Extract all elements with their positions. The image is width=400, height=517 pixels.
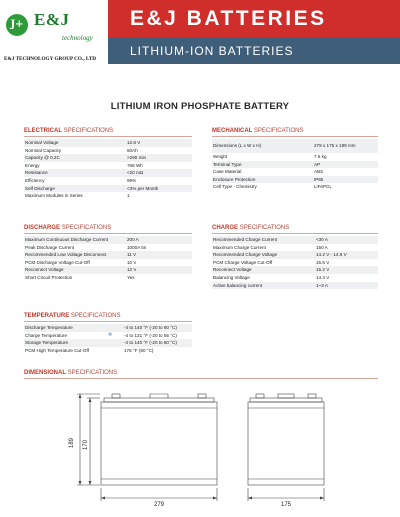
side-view-body xyxy=(248,402,324,485)
terminal-positive xyxy=(112,394,120,398)
spec-label: Energy xyxy=(25,162,40,168)
spec-row xyxy=(212,176,378,184)
spec-label: PCM High Temperature Cut-Off xyxy=(25,347,89,353)
heading-main: ELECTRICAL xyxy=(24,128,62,134)
company-name: E&J TECHNOLOGY GROUP CO., LTD xyxy=(4,56,97,62)
spec-value: 15.2 V xyxy=(316,267,330,273)
temperature-specs xyxy=(24,312,192,354)
spec-value: 150 A xyxy=(316,244,328,250)
spec-row xyxy=(212,274,378,282)
spec-label: Dimensions (L x W x H) xyxy=(213,143,262,148)
section-heading xyxy=(212,127,378,135)
spec-row xyxy=(212,161,378,169)
side-view-lid xyxy=(250,398,322,402)
spec-row xyxy=(212,244,378,252)
spec-label: Peak Discharge Current xyxy=(25,244,75,250)
front-view-lid xyxy=(104,398,214,402)
mechanical-specs xyxy=(212,127,378,191)
page-title: LITHIUM IRON PHOSPHATE BATTERY xyxy=(110,101,290,112)
divider xyxy=(24,136,192,137)
heading-main: TEMPERATURE xyxy=(24,313,70,319)
spec-label: Active balancing current xyxy=(213,282,263,288)
spec-row xyxy=(212,251,378,259)
heading-main: DIMENSIONAL xyxy=(24,370,66,376)
spec-label: Nominal Capacity xyxy=(25,147,61,153)
spec-label: Balancing Voltage xyxy=(213,274,250,280)
length-label: 279 xyxy=(153,502,165,508)
spec-row xyxy=(24,177,192,185)
spec-row xyxy=(24,154,192,162)
spec-row xyxy=(212,168,378,176)
spec-row xyxy=(24,236,192,244)
spec-value: 60Ah xyxy=(127,147,138,153)
spec-label: Reconnect Voltage xyxy=(213,267,252,273)
divider xyxy=(24,321,192,322)
spec-value: 12 V xyxy=(127,267,137,273)
spec-row xyxy=(212,183,378,191)
snowflake-icon: ❄ xyxy=(108,331,113,338)
spec-row xyxy=(24,185,192,193)
spec-value: <30 A xyxy=(316,237,328,242)
spec-value: 15.6 V xyxy=(316,259,330,265)
divider xyxy=(24,233,192,234)
spec-label: PCM Discharge Voltage Cut-Off xyxy=(25,259,90,265)
section-heading xyxy=(24,312,192,320)
heading-main: CHARGE xyxy=(212,225,239,231)
heading-main: DISCHARGE xyxy=(24,225,61,231)
spec-row xyxy=(212,236,378,244)
spec-row xyxy=(212,139,378,153)
spec-label: Charge Temperature xyxy=(25,332,68,338)
divider xyxy=(212,136,378,137)
category-title: LITHIUM-ION BATTERIES xyxy=(130,44,294,58)
section-heading xyxy=(24,224,192,232)
spec-value: -4 to 131 °F (-20 to 55 °C) xyxy=(124,332,177,338)
spec-value: 99% xyxy=(127,177,137,183)
heading-rest: SPECIFICATIONS xyxy=(239,225,290,231)
spec-row xyxy=(212,282,378,290)
spec-value: IP65 xyxy=(314,176,324,182)
spec-row xyxy=(24,251,192,259)
spec-row xyxy=(24,162,192,170)
spec-label: Recommended Charge Voltage xyxy=(213,252,278,258)
spec-value: 1000A 5s xyxy=(127,244,147,250)
height-body-label: 170 xyxy=(83,439,89,451)
spec-value: -4 to 140 °F (-20 to 60 °C) xyxy=(124,340,177,346)
spec-value: 14.2 V - 14.6 V xyxy=(316,252,347,258)
spec-row xyxy=(24,332,192,340)
spec-label: Maximum Charge Current xyxy=(213,244,266,250)
spec-label: Recommended Charge Current xyxy=(213,237,278,242)
heading-rest: SPECIFICATIONS xyxy=(67,370,118,376)
spec-label: Maximum Continuous Discharge Current xyxy=(25,237,108,242)
spec-value: -4 to 140 °F (-20 to 60 °C) xyxy=(124,325,177,330)
spec-value: 1 xyxy=(127,193,130,199)
spec-value: 10 V xyxy=(127,259,137,265)
spec-value: AP xyxy=(314,161,321,167)
spec-value: 200 A xyxy=(127,237,139,242)
spec-value: Yes xyxy=(127,274,135,280)
spec-label: Recommended Low Voltage Disconnect xyxy=(25,252,107,258)
dimension-drawing xyxy=(0,380,400,517)
spec-value: 279 x 175 x 189 mm xyxy=(314,143,356,148)
spec-value: 768 Wh xyxy=(127,162,143,168)
icon-spacer xyxy=(108,324,124,332)
spec-value: LiFePO₄ xyxy=(314,184,332,190)
divider xyxy=(212,233,378,234)
heading-rest: SPECIFICATIONS xyxy=(70,313,121,319)
spec-value: 11 V xyxy=(127,252,137,258)
spec-row xyxy=(212,259,378,267)
spec-value: 7.5 kg xyxy=(314,154,327,159)
spec-label: Enclosure Protection xyxy=(213,176,256,182)
spec-value: 14.4 V xyxy=(316,274,330,280)
spec-label: Efficiency xyxy=(25,177,45,183)
width-label: 175 xyxy=(280,502,292,508)
spec-label: PCM Charge Voltage Cut-Off xyxy=(213,259,273,265)
spec-row xyxy=(24,169,192,177)
spec-label: Capacity @ 0.2C xyxy=(25,155,60,161)
height-total-label: 189 xyxy=(69,437,75,449)
section-heading xyxy=(24,127,192,135)
icon-spacer xyxy=(108,347,124,355)
spec-label: Maximum Modules in Series xyxy=(25,193,83,199)
spec-row xyxy=(24,244,192,252)
spec-value: <20 mΩ xyxy=(127,170,144,176)
spec-value: 1~3 A xyxy=(316,282,328,288)
icon-spacer xyxy=(108,339,124,347)
discharge-specs xyxy=(24,224,192,282)
electrical-specs xyxy=(24,127,192,200)
battery-outline-svg xyxy=(0,380,400,517)
front-view-body xyxy=(101,402,217,485)
terminal-negative xyxy=(198,394,206,398)
heading-rest: SPECIFICATIONS xyxy=(63,128,114,134)
spec-row xyxy=(24,347,192,355)
spec-label: Case Material xyxy=(213,169,242,175)
logo-wordmark: E&J xyxy=(34,10,70,29)
section-heading xyxy=(24,369,378,377)
spec-label: Self Discharge xyxy=(25,185,55,191)
spec-label: Storage Temperature xyxy=(25,340,69,346)
charge-specs xyxy=(212,224,378,289)
spec-row xyxy=(24,259,192,267)
spec-row xyxy=(212,153,378,161)
spec-value: ABS xyxy=(314,169,324,175)
spec-label: Weight xyxy=(213,154,228,159)
spec-label: Terminal Type xyxy=(213,161,242,167)
divider xyxy=(24,378,378,379)
heading-rest: SPECIFICATIONS xyxy=(253,128,304,134)
spec-row xyxy=(24,339,192,347)
spec-row xyxy=(24,139,192,147)
brand-banner xyxy=(108,0,400,38)
spec-value: 176 °F (80 °C) xyxy=(124,347,154,353)
spec-row xyxy=(24,324,192,332)
spec-label: Nominal Voltage xyxy=(25,140,59,145)
spec-row xyxy=(212,266,378,274)
spec-value: >290 min xyxy=(127,155,147,161)
logo-tagline: technology xyxy=(62,34,93,42)
spec-row xyxy=(24,147,192,155)
spec-row xyxy=(24,266,192,274)
spec-value: <3% per Month xyxy=(127,185,159,191)
logo-mark-icon: J+ xyxy=(6,14,28,36)
section-heading xyxy=(212,224,378,232)
spec-label: Short Circuit Protection xyxy=(25,274,73,280)
spec-label: Cell Type - Chemistry xyxy=(213,184,257,190)
category-banner xyxy=(108,38,400,64)
heading-rest: SPECIFICATIONS xyxy=(61,225,112,231)
company-logo xyxy=(4,6,104,48)
brand-title: E&J BATTERIES xyxy=(130,7,327,30)
spec-label: Resistance xyxy=(25,170,48,176)
spec-value: 12.8 V xyxy=(127,140,141,145)
spec-row xyxy=(24,274,192,282)
heading-main: MECHANICAL xyxy=(212,128,253,134)
spec-row xyxy=(24,192,192,200)
spec-label: Discharge Temperature xyxy=(25,325,73,330)
spec-label: Reconnect Voltage xyxy=(25,267,64,273)
